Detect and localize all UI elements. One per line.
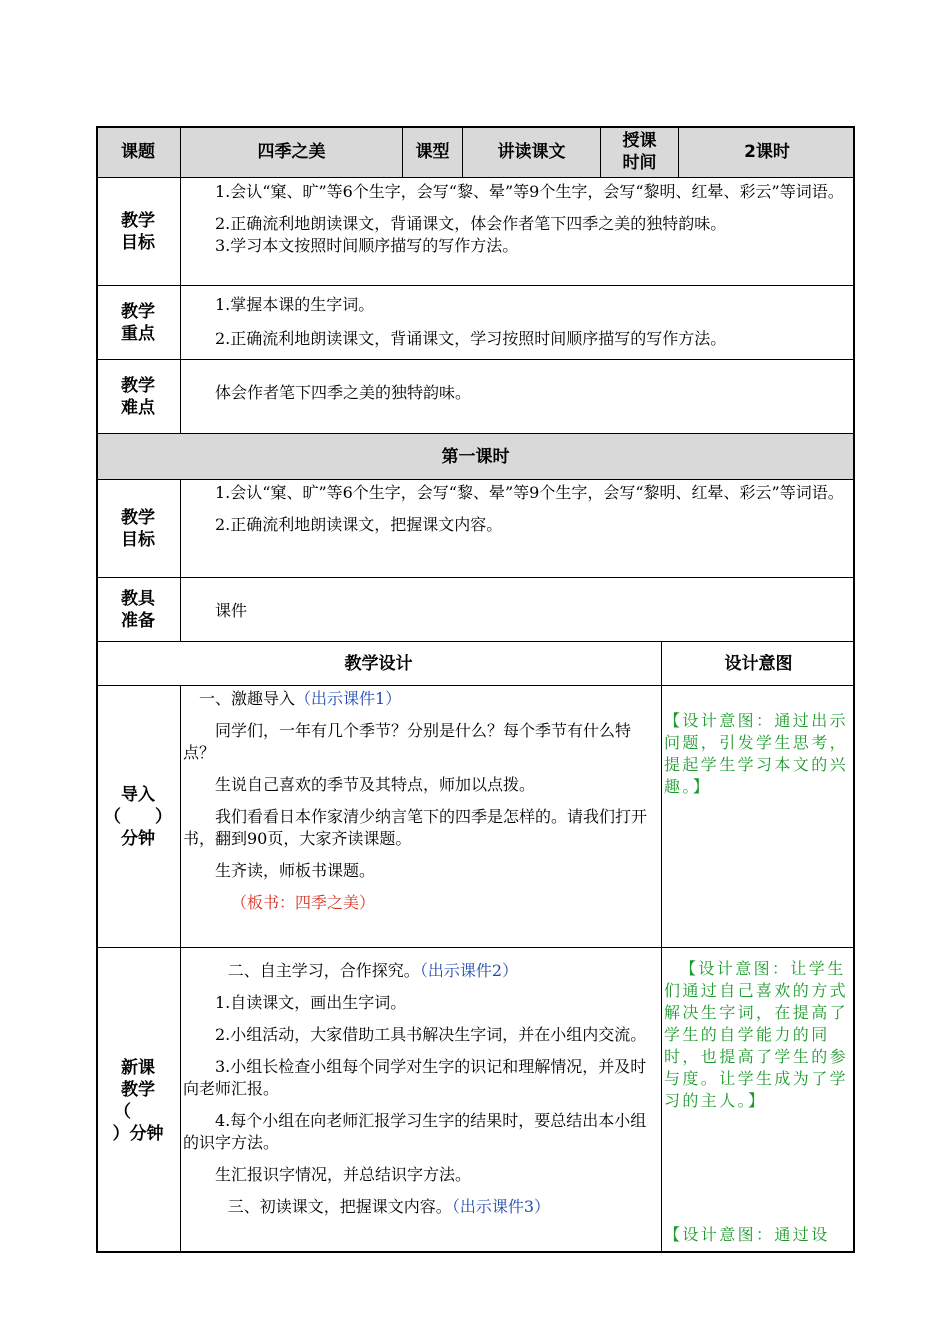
goal-item: 3.学习本文按照时间顺序描写的写作方法。 — [215, 236, 519, 255]
step2-item: 2.小组活动，大家借助工具书解决生字词，并在小组内交流。 — [215, 1025, 647, 1044]
intro-courseware-ref: （出示课件1） — [295, 689, 402, 708]
time-label-line2: 时间 — [622, 152, 657, 173]
lesson1-goals-label-line2: 目标 — [121, 529, 155, 550]
lesson1-goal-item: 1.会认“窠、旷”等6个生字，会写“黎、晕”等9个生字，会写“黎明、红晕、彩云”等词语。 — [215, 483, 844, 502]
intro-label-line1: 导入 — [121, 784, 155, 805]
keypoints-label-line1: 教学 — [121, 301, 155, 322]
intro-label-line2: （ ） — [104, 806, 172, 827]
table-outer-border — [96, 126, 855, 1253]
intro-board-note: （板书：四季之美） — [231, 893, 376, 912]
tools-label-line1: 教具 — [121, 588, 155, 609]
lesson1-title: 第一课时 — [96, 434, 855, 480]
goals-label-line2: 目标 — [121, 232, 155, 253]
newlesson-label-line4: ）分钟 — [112, 1123, 164, 1144]
lesson1-goal-item: 2.正确流利地朗读课文，把握课文内容。 — [215, 515, 503, 534]
newlesson-label-line2: 教学 — [121, 1079, 155, 1100]
type-label: 课型 — [403, 126, 463, 178]
intro-step-title-text: 一、激趣导入 — [199, 689, 296, 708]
newlesson-label-line3: （ — [114, 1101, 131, 1122]
newlesson-intent-text: 【设计意图：让学生们通过自己喜欢的方式解决生字词，在提高了学生的自学能力的同时，也提高了学生的参与度。让学生成为了学习的主人。】 — [664, 959, 849, 1110]
lesson-plan-table — [96, 126, 855, 1253]
goals-label-line1: 教学 — [121, 210, 155, 231]
intent-column-header: 设计意图 — [662, 642, 855, 686]
difficulty-text: 体会作者笔下四季之美的独特韵味。 — [215, 383, 472, 402]
intro-label-line3: 分钟 — [121, 828, 155, 849]
tools-label-line2: 准备 — [121, 610, 155, 631]
time-value: 2课时 — [679, 126, 855, 178]
newlesson-label-line1: 新课 — [121, 1057, 155, 1078]
step2-item: 4.每个小组在向老师汇报学习生字的结果时，要总结出本小组的识字方法。 — [183, 1111, 647, 1152]
type-value: 讲读课文 — [463, 126, 601, 178]
intro-paragraph: 生齐读，师板书课题。 — [215, 861, 376, 880]
intro-paragraph: 我们看看日本作家清少纳言笔下的四季是怎样的。请我们打开书，翻到90页，大家齐读课题。 — [183, 807, 648, 848]
step2-item: 3.小组长检查小组每个同学对生字的识记和理解情况，并及时向老师汇报。 — [183, 1057, 647, 1098]
step2-item: 1.自读课文，画出生字词。 — [215, 993, 407, 1012]
keypoints-label-line2: 重点 — [121, 323, 155, 344]
intro-paragraph: 同学们，一年有几个季节？分别是什么？每个季节有什么特点？ — [183, 721, 632, 762]
goal-item: 1.会认“窠、旷”等6个生字，会写“黎、晕”等9个生字，会写“黎明、红晕、彩云”等词语。 — [215, 182, 844, 201]
intro-intent: 【设计意图：通过出示问题，引发学生思考，提起学生学习本文的兴趣。】 — [662, 686, 855, 948]
tools-text: 课件 — [215, 601, 248, 620]
topic-value: 四季之美 — [181, 126, 403, 178]
design-column-header: 教学设计 — [96, 642, 662, 686]
topic-label: 课题 — [96, 126, 181, 178]
step3-title-text: 三、初读课文，把握课文内容。 — [227, 1197, 452, 1216]
step3-courseware-ref: （出示课件3） — [451, 1197, 550, 1216]
step2-summary: 生汇报识字情况，并总结识字方法。 — [215, 1165, 472, 1184]
keypoint-item: 1.掌握本课的生字词。 — [215, 295, 375, 314]
time-label-line1: 授课 — [622, 130, 657, 151]
difficulty-label-line1: 教学 — [121, 375, 155, 396]
step2-courseware-ref: （出示课件2） — [419, 961, 518, 980]
step2-title-text: 二、自主学习，合作探究。 — [227, 961, 420, 980]
keypoint-item: 2.正确流利地朗读课文，背诵课文，学习按照时间顺序描写的写作方法。 — [215, 329, 727, 348]
difficulty-label-line2: 难点 — [121, 397, 155, 418]
goal-item: 2.正确流利地朗读课文，背诵课文，体会作者笔下四季之美的独特韵味。 — [215, 214, 727, 233]
newlesson-intent-next: 【设计意图：通过设 — [664, 1225, 830, 1244]
intro-paragraph: 生说自己喜欢的季节及其特点，师加以点拨。 — [215, 775, 536, 794]
lesson1-goals-label-line1: 教学 — [121, 507, 155, 528]
